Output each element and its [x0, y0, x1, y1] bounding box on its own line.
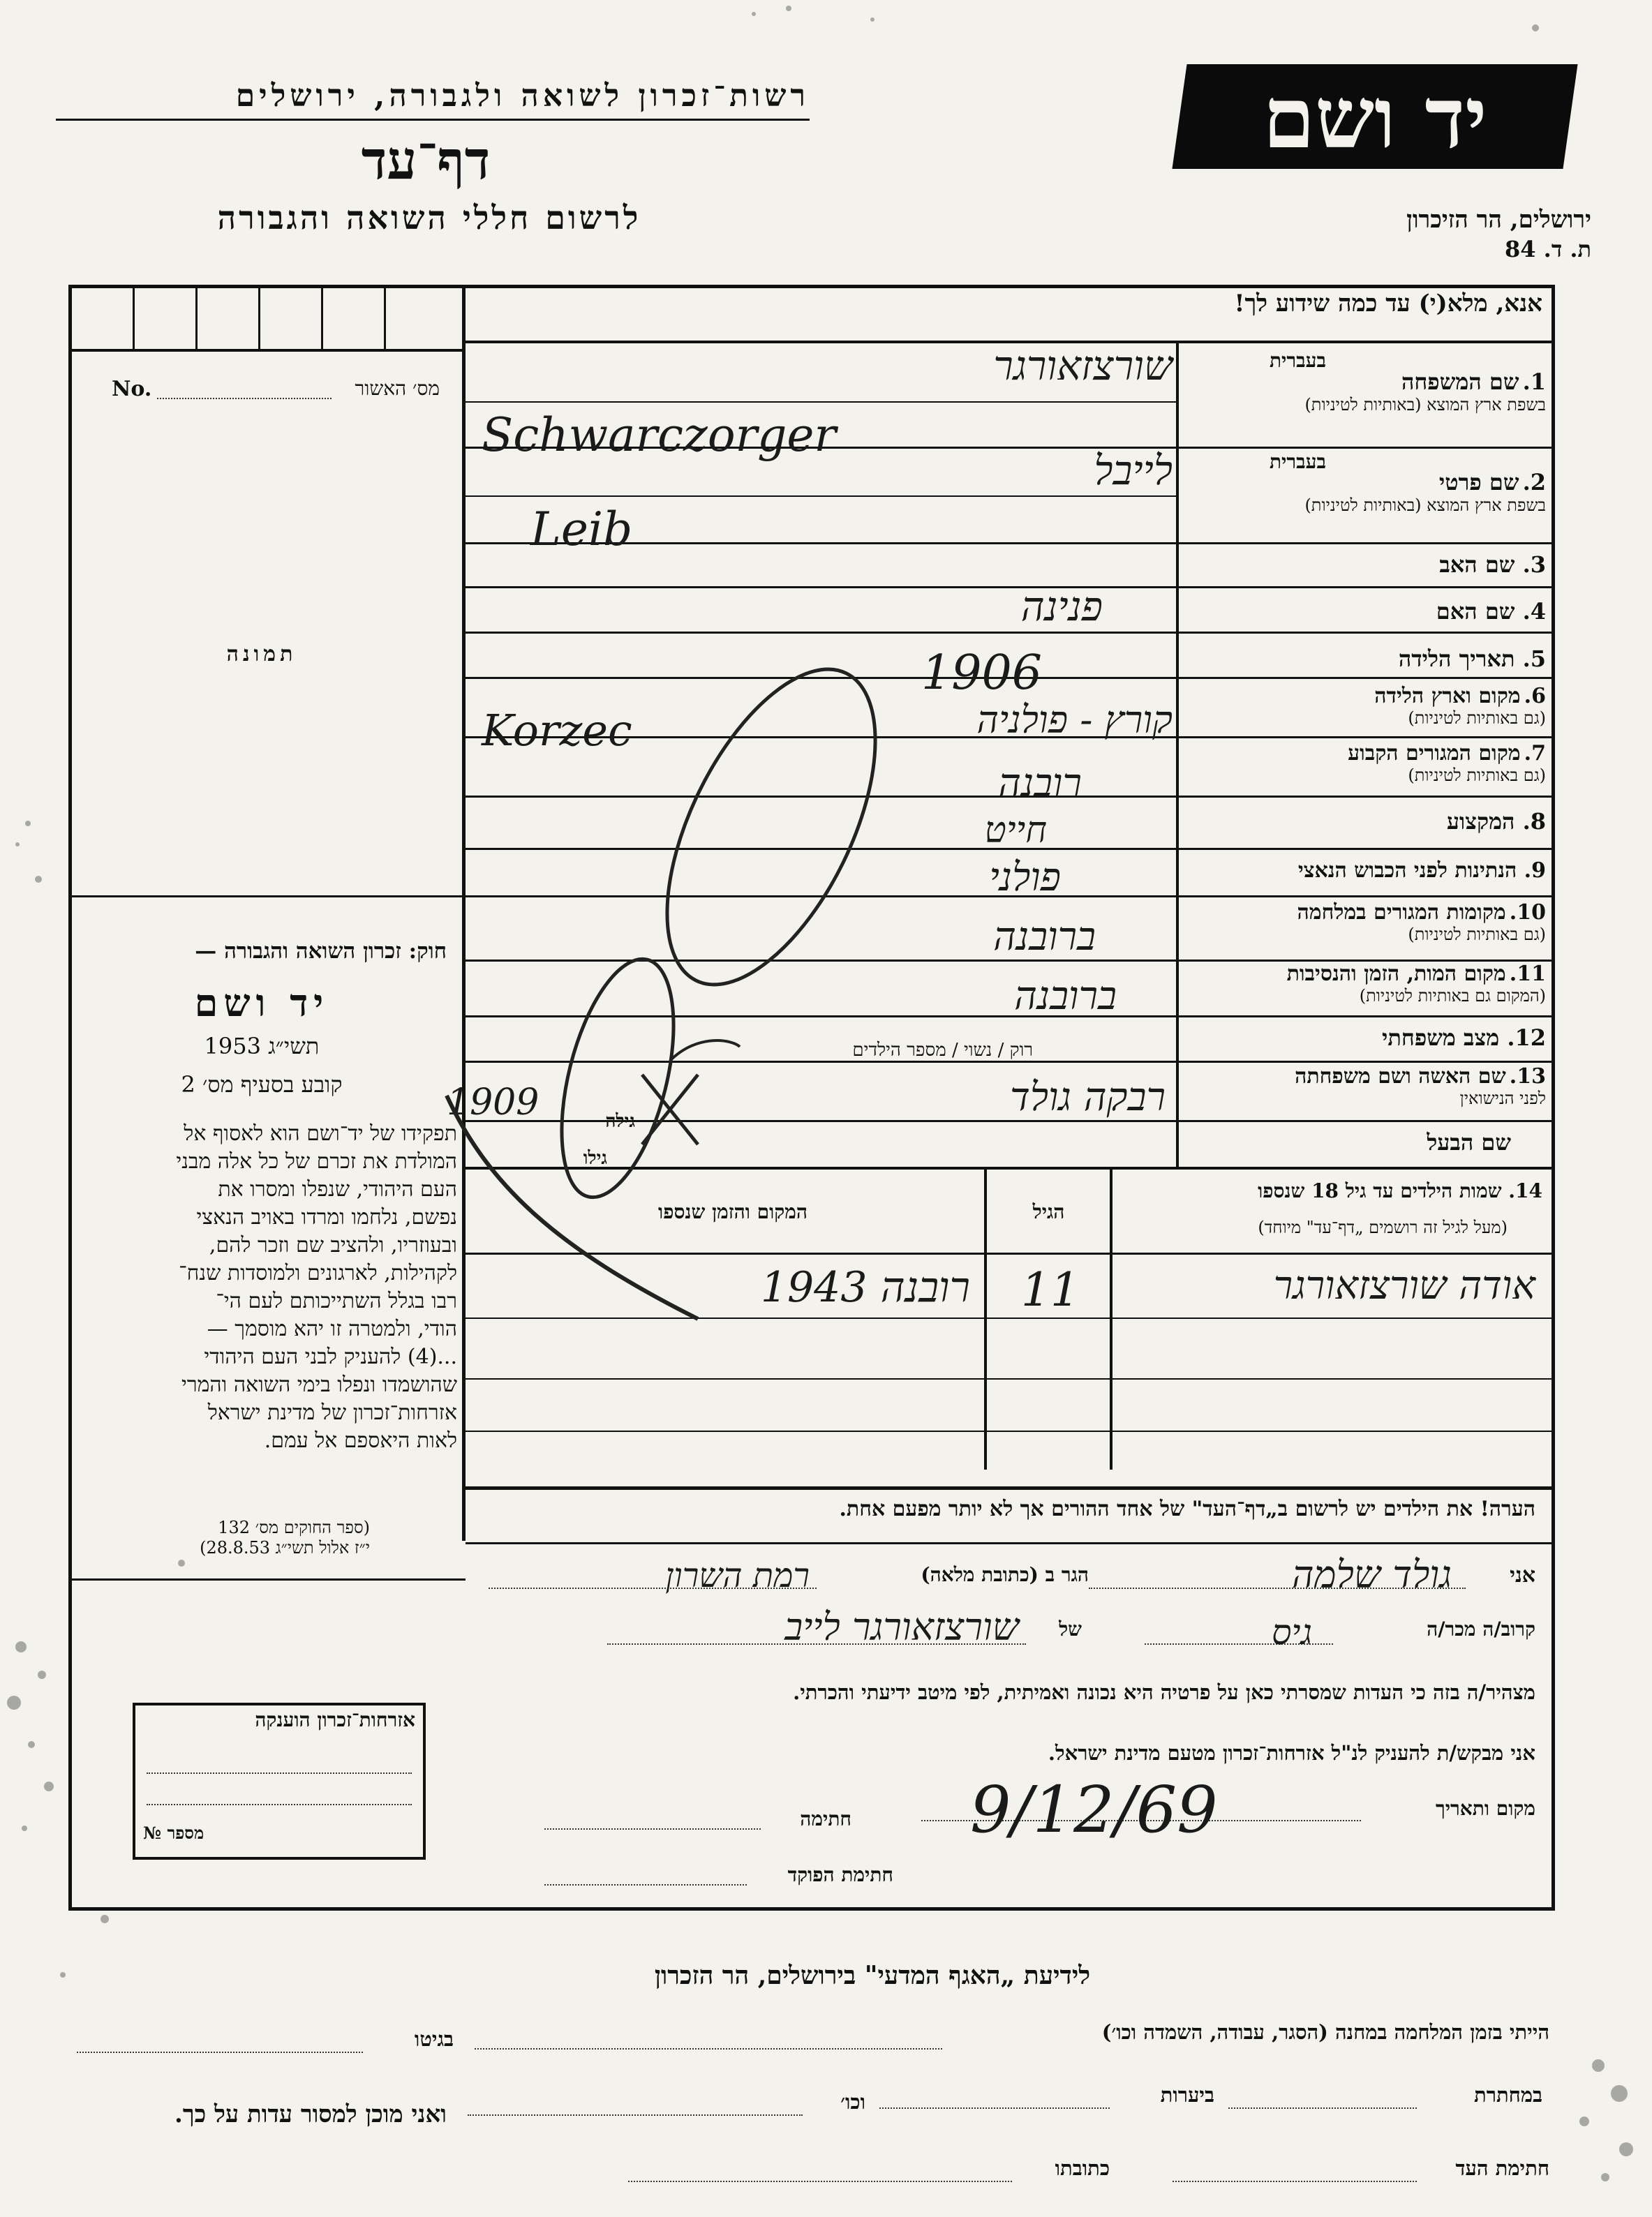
photo-box-bottom [68, 895, 466, 897]
children-col-age: הגיל [1032, 1200, 1065, 1223]
law-ref-line: (ספר החוקים מס׳ 132 [218, 1518, 370, 1537]
field-sub: בשפת ארץ המוצא (באותיות לטיניות) [1304, 495, 1546, 515]
sub-line [466, 401, 1176, 403]
law-line: תפקידו של יד־ושם הוא לאסוף אל [184, 1121, 457, 1146]
signature-field[interactable] [544, 1828, 761, 1830]
hw-birth-place-latin[interactable]: Korzec [482, 705, 632, 756]
law-reference [77, 1518, 370, 1558]
checkbox-cell [195, 285, 198, 350]
field-num: 9. [1524, 858, 1546, 883]
field-sub: (גם באותיות לטיניות) [1408, 708, 1546, 728]
field-label: מצב משפחתי [1382, 1024, 1500, 1051]
field-11-label [1183, 962, 1546, 1006]
field-num: 13. [1509, 1064, 1546, 1089]
field-num: 12. [1507, 1024, 1546, 1051]
forests-field[interactable] [879, 2107, 1110, 2109]
law-line: לקהילות, לארגונים ולמוסדות שנח־ [179, 1261, 457, 1285]
age-label-wife: גילה [605, 1111, 635, 1132]
field-sub: בשפת ארץ המוצא (באותיות לטיניות) [1304, 395, 1546, 415]
hw-birth-place-hebrew[interactable]: קורץ - פולניה [976, 698, 1173, 742]
checkbox-cell [384, 285, 386, 350]
etc-label: וכו׳ [840, 2090, 865, 2114]
approval-number-label [112, 377, 151, 401]
left-column-divider [462, 285, 466, 1541]
hw-child-name[interactable]: אודה שורצזאורגר [1273, 1263, 1535, 1308]
approval-label: מס׳ האשור [355, 377, 440, 400]
field-13-label [1183, 1064, 1546, 1109]
law-year: תשי״ג 1953 [204, 1033, 320, 1059]
hw-witness-address[interactable]: רמת השרון [665, 1556, 810, 1595]
children-vertical-2 [984, 1170, 987, 1470]
field-num: 6. [1524, 684, 1546, 708]
hw-birth-year[interactable]: 1906 [921, 645, 1043, 701]
citizenship-line[interactable] [147, 1804, 412, 1805]
ready-text: ואני מוכן למסור עדות על כך. [174, 2100, 447, 2128]
witness-signature-field[interactable] [1173, 2181, 1417, 2182]
citizenship-line[interactable] [147, 1772, 412, 1774]
row-line [466, 1317, 1555, 1319]
field-12-label [1183, 1024, 1546, 1051]
field-num: 10. [1509, 900, 1546, 925]
field-label: הנתינות לפני הכבוש הנאצי [1297, 858, 1517, 883]
field-7-label [1183, 741, 1546, 786]
field-label: שם האב [1439, 551, 1515, 578]
field-8-label [1183, 808, 1546, 835]
address-field[interactable] [628, 2181, 1012, 2182]
authority-underline [56, 119, 810, 121]
label-column-divider [1176, 343, 1179, 1167]
law-line: אזרחות־זכרון של מדינת ישראל [207, 1401, 457, 1425]
children-vertical-1 [1110, 1170, 1113, 1470]
children-header-bottom [466, 1253, 1555, 1255]
field-label: שם האשה ושם משפחתה [1295, 1064, 1506, 1089]
law-ref-line: י״ז אלול תשי״ג 28.8.53) [200, 1538, 370, 1558]
field-num: 8. [1522, 808, 1546, 835]
law-line: לאות היאספם אל עמם. [264, 1428, 457, 1453]
instruction-text: אנא, מלא(י) עד כמה שידוע לך! [1234, 290, 1542, 318]
po-box: ת. ד. 84 [1505, 236, 1591, 262]
hw-child-place-time[interactable]: רובנה 1943 [760, 1263, 970, 1312]
field-9-label [1183, 858, 1546, 883]
law-line: הודי, ולמטרה זו יהא מוסמך — [207, 1317, 457, 1341]
hw-mother-name[interactable]: פנינה [1020, 583, 1103, 630]
logo-text: יד ושם [1263, 69, 1487, 167]
law-line: ובעוזריו, ולהציב שם וזכר להם, [209, 1233, 457, 1257]
hw-surname-latin[interactable]: Schwarczorger [482, 408, 836, 462]
law-line: המולדת את זכרם של כל אלה מבני [176, 1149, 457, 1174]
children-subtitle: (מעל לגיל זה רושמים „דף־עד" מיוחד) [1258, 1218, 1508, 1237]
field-label: מקום וארץ הלידה [1374, 684, 1521, 708]
field-sub: לפני הנישואין [1459, 1089, 1546, 1108]
checkbox-cell [133, 285, 135, 350]
address-line: ירושלים, הר הזיכרון [1406, 206, 1591, 234]
law-clause: קובע בסעיף מס׳ 2 [181, 1071, 343, 1098]
bottom-line-1: הייתי בזמן המלחמה במחנה (הסגר, עבודה, השמדה וכו׳) [1101, 2020, 1549, 2044]
authority-name: רשות־זכרון לשואה ולגבורה, ירושלים [235, 78, 810, 114]
field-1-label [1183, 368, 1546, 415]
field-4-label [1183, 598, 1546, 625]
witness-signature-label: חתימת העד [1455, 2156, 1549, 2180]
underground-label: במחתרת [1474, 2083, 1542, 2107]
field-label: המקצוע [1446, 808, 1515, 835]
law-title: חוק: זכרון השואה והגבורה — [195, 939, 447, 964]
hw-first-name-latin[interactable]: Leib [530, 502, 633, 556]
field-label: מקומות המגורים במלחמה [1297, 900, 1506, 925]
row-line [466, 1167, 1555, 1170]
bottom-title: לידיעת „האגף המדעי" בירושלים, הר הזכרון [654, 1961, 1091, 1990]
officer-signature-label: חתימת הפוקד [787, 1863, 893, 1886]
field-label: מקום המגורים הקבוע [1348, 741, 1521, 766]
field-num: 2. [1522, 469, 1546, 495]
hw-death-place[interactable]: ברובנה [1014, 973, 1117, 1019]
law-box-bottom [68, 1578, 466, 1581]
approval-number-field[interactable] [157, 398, 332, 399]
hw-relation[interactable]: גיס [1271, 1612, 1312, 1652]
note-bottom [466, 1542, 1555, 1544]
citizenship-box-title: אזרחות־זכרון הוענקה [255, 1708, 415, 1731]
address-label: כתובתו [1055, 2156, 1110, 2180]
hw-wife-age[interactable]: 1909 [447, 1082, 539, 1124]
ghetto-field[interactable] [77, 2052, 363, 2053]
witness-relation-label: קרוב/ה מכר/ה [1427, 1618, 1535, 1641]
field-num: 5. [1522, 645, 1546, 672]
request-text: אני מבקש/ת להעניק לנ"ל אזרחות־זכרון מטעם מדינת ישראל. [1048, 1741, 1535, 1765]
checkbox-cell [258, 285, 260, 350]
witness-of-label: של [1059, 1618, 1082, 1641]
sub-line [466, 495, 1176, 497]
husband-label: שם הבעל [1427, 1129, 1511, 1156]
hw-residence[interactable]: רובנה [998, 761, 1082, 806]
place-date-label: מקום ותאריך [1435, 1797, 1535, 1820]
law-line: ...(4) להעניק לבני העם היהודי [204, 1345, 457, 1369]
law-name: יד ושם [194, 980, 329, 1025]
row-line [466, 632, 1555, 634]
field-num: 11. [1509, 962, 1546, 986]
camp-field[interactable] [475, 2048, 942, 2050]
field-5-label [1183, 645, 1546, 672]
field-label: שם האם [1436, 598, 1515, 625]
forests-label: ביערות [1160, 2083, 1214, 2107]
children-table-bottom [466, 1486, 1555, 1490]
hw-witness-name[interactable]: גולד שלמה [1291, 1553, 1452, 1597]
field-6-label [1183, 684, 1546, 729]
hw-surname-hebrew[interactable]: שורצזאורגר [993, 342, 1173, 389]
witness-i-label: אני [1510, 1563, 1535, 1588]
field-label: תאריך הלידה [1398, 645, 1515, 672]
etc-field[interactable] [468, 2114, 803, 2116]
checkbox-strip-bottom [68, 349, 466, 352]
checkbox-cell [321, 285, 323, 350]
law-line: רבו בגלל השתייכותם לעם הי־ [216, 1289, 457, 1313]
form-title: דף־עד [361, 129, 491, 191]
field-sub: (גם באותיות לטיניות) [1408, 925, 1546, 944]
hw-child-age[interactable]: 11 [1021, 1263, 1080, 1317]
row-line [466, 1431, 1555, 1432]
underground-field[interactable] [1228, 2107, 1417, 2109]
row-line [466, 1061, 1555, 1063]
ghetto-label: בגיטו [414, 2027, 454, 2051]
row-line [466, 1378, 1555, 1380]
field-2-label [1183, 469, 1546, 516]
officer-signature-field[interactable] [544, 1884, 747, 1886]
hw-nationality[interactable]: פולני [989, 855, 1061, 900]
field-label: מקום המות, הזמן והנסיבות [1286, 962, 1506, 986]
children-note: הערה! את הילדים יש לרשום ב„דף־העד" של אחד ההורים אך לא יותר מפעם אחת. [839, 1497, 1535, 1521]
field-num: 7. [1524, 741, 1546, 766]
hw-wartime-residence[interactable]: ברובנה [993, 914, 1096, 960]
children-title: 14. שמות הילדים עד גיל 18 שנספו [1258, 1179, 1542, 1202]
field-3-label [1183, 551, 1546, 578]
hw-first-name-hebrew[interactable]: לייבל [1094, 447, 1173, 494]
law-line: נפשם, נלחמו ומרדו באויב הנאצי [196, 1205, 457, 1230]
field-num: 4. [1522, 598, 1546, 625]
field-10-label [1183, 900, 1546, 945]
field-sub: (המקום גם באותיות לטיניות) [1359, 986, 1546, 1006]
field-num: 3. [1522, 551, 1546, 578]
in-hebrew-label-1: בעברית [1269, 349, 1326, 372]
signature-label: חתימה [800, 1807, 851, 1830]
witness-lives-label: הגר ב (כתובת מלאה) [921, 1563, 1089, 1586]
law-line: העם היהודי, שנפלו ומסרו את [218, 1177, 457, 1202]
marital-options: רוק / נשוי / מספר הילדים [852, 1040, 1033, 1061]
hw-wife-name[interactable]: רבקה גולד [1010, 1075, 1166, 1120]
in-hebrew-label-2: בעברית [1269, 450, 1326, 473]
field-sub: (גם באותיות לטיניות) [1408, 766, 1546, 785]
declaration-text: מצהיר/ה בזה כי העדות שמסרתי כאן על פרטיה היא נכונה ואמיתית, לפי מיטב ידיעתי והכרתי. [793, 1680, 1535, 1704]
field-label: שם המשפחה [1401, 368, 1519, 395]
children-col-place-time: המקום והזמן שנספו [658, 1200, 808, 1223]
field-num: 1. [1522, 368, 1546, 395]
hw-date[interactable]: 9/12/69 [970, 1772, 1218, 1847]
hw-profession[interactable]: חייט [984, 809, 1047, 851]
hw-of-name[interactable]: שורצזאורגר לייב [784, 1605, 1019, 1649]
age-label-husband: גילו [583, 1148, 607, 1169]
field-label: שם פרטי [1438, 469, 1519, 495]
law-line: שהושמדו ונפלו בימי השואה והמרי [181, 1373, 457, 1397]
law-text [77, 1120, 457, 1455]
citizenship-number[interactable]: מספר № [143, 1823, 204, 1843]
photo-placeholder[interactable]: תמונה [226, 642, 297, 666]
form-subtitle: לרשום חללי השואה והגבורה [217, 199, 641, 237]
approval-no: No. [112, 377, 152, 401]
